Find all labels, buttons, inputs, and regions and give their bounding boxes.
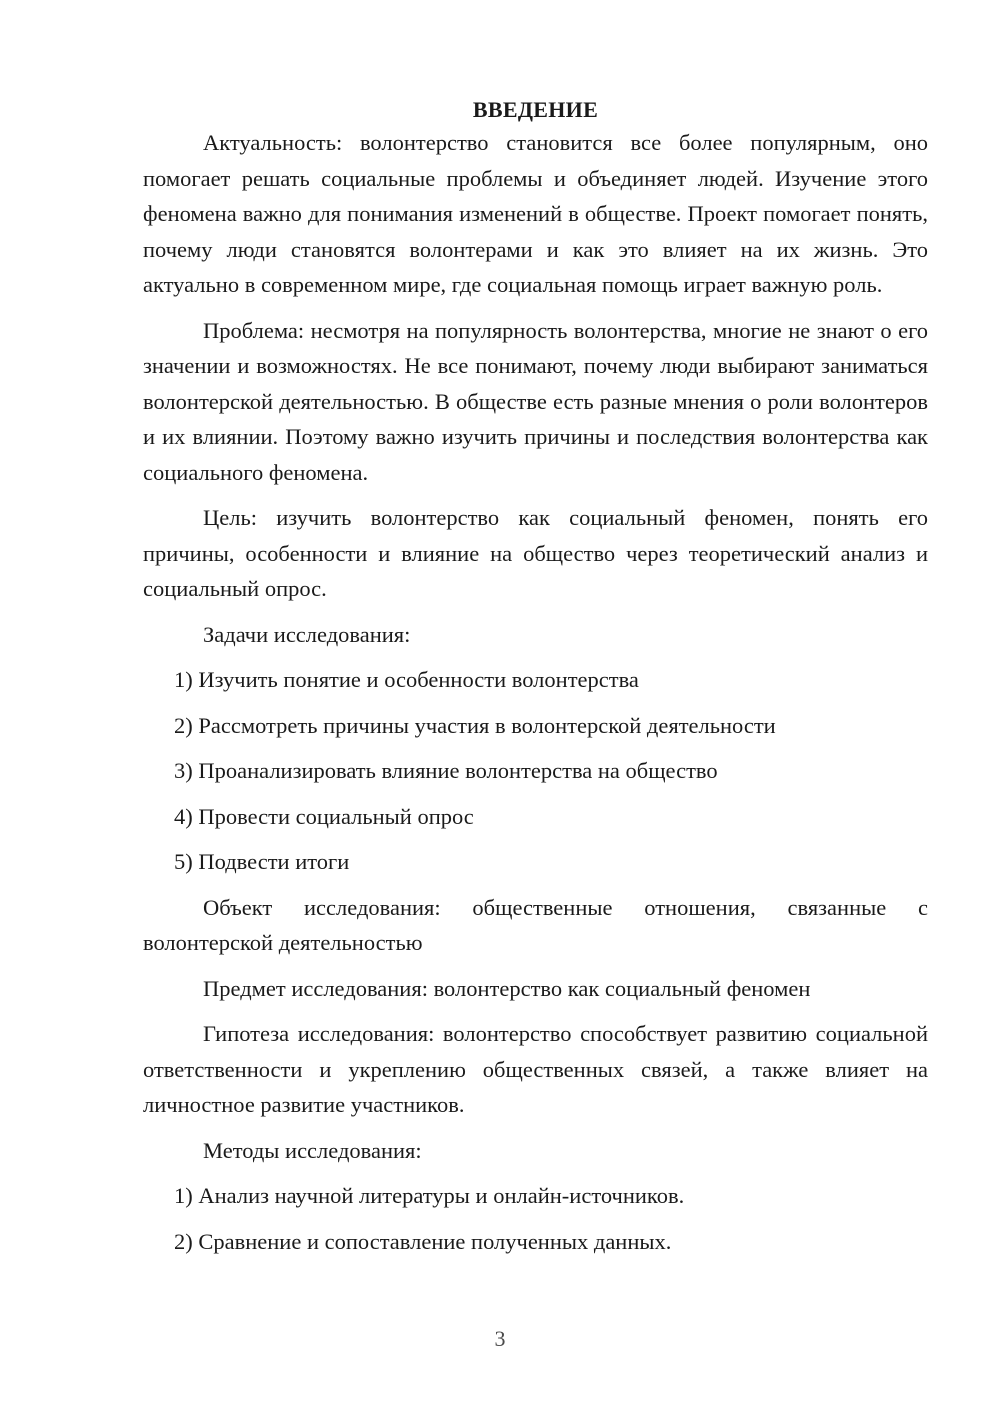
page-number: 3 <box>494 1326 506 1351</box>
methods-title: Методы исследования: <box>203 1137 422 1163</box>
tasks-title: Задачи исследования: <box>203 621 411 647</box>
list-item: 1) Изучить понятие и особенности волонтерства <box>174 667 639 692</box>
list-item: 2) Рассмотреть причины участия в волонтерской деятельности <box>174 712 776 738</box>
list-item: 3) Проанализировать влияние волонтерства на общество <box>174 758 718 783</box>
subject-paragraph: Предмет исследования: волонтерство как социальный феномен <box>203 975 811 1001</box>
document-page <box>143 92 928 1269</box>
object-paragraph: Объект исследования: общественные отношения, связанные с волонтерской деятельностью <box>143 894 928 955</box>
list-item: 4) Провести социальный опрос <box>174 803 474 829</box>
list-item: 5) Подвести итоги <box>174 849 350 874</box>
methods-list <box>143 1178 928 1259</box>
hypothesis-paragraph: Гипотеза исследования: волонтерство способствует развитию социальной ответственности и укреплению общественных связей, а также влияет на личностное развитие участников. <box>143 1021 928 1117</box>
list-item: 1) Анализ научной литературы и онлайн-источников. <box>174 1183 685 1208</box>
tasks-list <box>143 662 928 880</box>
section-heading: ВВЕДЕНИЕ <box>472 97 599 122</box>
relevance-paragraph: Актуальность: волонтерство становится все более популярным, оно помогает решать социальные проблемы и объединяет людей. Изучение этого феномена важно для понимания изменений в обществе. Проект помогает понять, почему люди становятся волонтерами и как это влияет на их жизнь. Это актуально в современном мире, где социальная помощь играет важную роль. <box>143 130 928 297</box>
goal-paragraph: Цель: изучить волонтерство как социальный феномен, понять его причины, особенности и влияние на общество через теоретический анализ и социальный опрос. <box>143 505 928 601</box>
problem-paragraph: Проблема: несмотря на популярность волонтерства, многие не знают о его значении и возможностях. Не все понимают, почему люди выбирают заниматься волонтерской деятельностью. В обществе есть разные мнения о роли волонтеров и их влиянии. Поэтому важно изучить причины и последствия волонтерства как социального феномена. <box>143 317 928 485</box>
list-item: 2) Сравнение и сопоставление полученных данных. <box>174 1228 672 1254</box>
